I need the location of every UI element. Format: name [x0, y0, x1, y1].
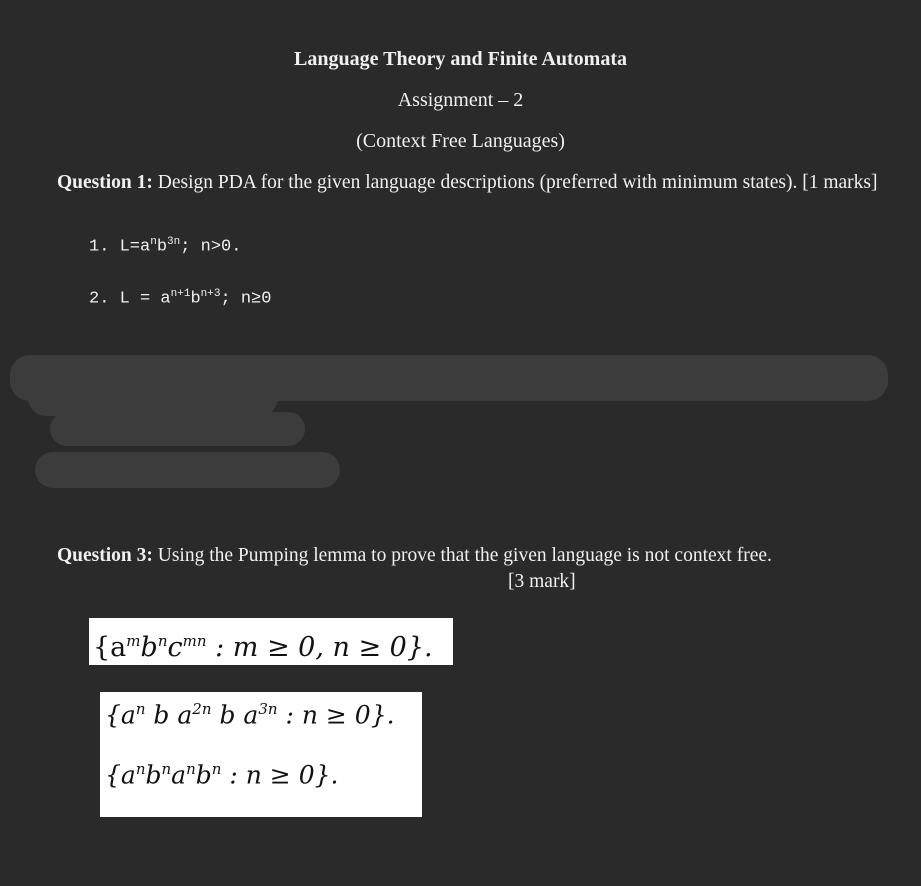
q1-item-2-prefix: L = a: [109, 289, 171, 309]
l3-b2: b: [195, 760, 212, 790]
q1-item-2-exp1: n+1: [170, 288, 191, 300]
l2-exp-3n: 3n: [258, 700, 278, 718]
question-1-text: Design PDA for the given language descriptions (preferred with minimum states). [1 marks]: [152, 172, 878, 193]
q1-item-1-suffix: ; n>0.: [180, 237, 242, 257]
l3-exp-2: n: [161, 760, 172, 778]
redaction-scribble-3: [50, 412, 305, 446]
q1-item-1-number: 1.: [89, 237, 110, 257]
l3-a2: a: [171, 760, 187, 790]
l2-exp-n: n: [135, 700, 146, 718]
l3-exp-3: n: [186, 760, 196, 778]
l1-c: c: [167, 632, 183, 663]
q1-item-1-exp1: n: [150, 236, 157, 248]
l1-condition: : m ≥ 0, n ≥ 0}.: [206, 632, 433, 663]
l2-exp-2n: 2n: [192, 700, 212, 718]
question-1: [57, 170, 887, 195]
q1-item-1-mid: b: [156, 237, 168, 257]
assignment-topic: (Context Free Languages): [356, 130, 565, 152]
l2-open: {a: [105, 700, 136, 730]
l3-open: {a: [105, 760, 136, 790]
l3-condition: : n ≥ 0}.: [221, 760, 339, 790]
question-3: [57, 545, 887, 567]
language-formula-1: [89, 618, 453, 665]
redaction-scribble-2: [28, 380, 278, 416]
question-3-label: Question 3:: [57, 545, 153, 566]
l2-mid1: b a: [145, 700, 193, 730]
q1-item-1-exp2: 3n: [167, 236, 181, 248]
language-formulas-box: [100, 692, 422, 817]
language-formula-3: [105, 760, 338, 789]
l3-exp-1: n: [135, 760, 146, 778]
q1-item-2-mid: b: [190, 289, 201, 309]
l1-exp-n: n: [157, 632, 168, 650]
l1-exp-mn: mn: [182, 632, 207, 650]
q1-item-2-exp2: n+3: [200, 288, 221, 300]
document-title: Language Theory and Finite Automata: [294, 48, 627, 70]
q1-item-2-number: 2.: [89, 289, 110, 309]
assignment-number: Assignment – 2: [397, 89, 524, 111]
l3-exp-4: n: [211, 760, 222, 778]
language-formula-2: [105, 700, 395, 729]
l1-b: b: [140, 632, 158, 663]
l2-condition: : n ≥ 0}.: [277, 700, 395, 730]
l1-open: {a: [93, 632, 127, 663]
q1-item-1: [89, 236, 241, 257]
l1-exp-m: m: [126, 632, 141, 650]
redaction-scribble-4: [35, 452, 340, 488]
q1-item-2: [89, 288, 271, 309]
q1-item-2-suffix: ; n≥0: [220, 289, 272, 309]
l2-mid2: b a: [211, 700, 259, 730]
l3-b1: b: [145, 760, 162, 790]
q1-item-1-prefix: L=a: [109, 237, 151, 257]
question-3-marks: [3 mark]: [508, 571, 576, 592]
question-3-text: Using the Pumping lemma to prove that the given language is not context free.: [152, 545, 772, 566]
question-1-label: Question 1:: [57, 172, 153, 193]
